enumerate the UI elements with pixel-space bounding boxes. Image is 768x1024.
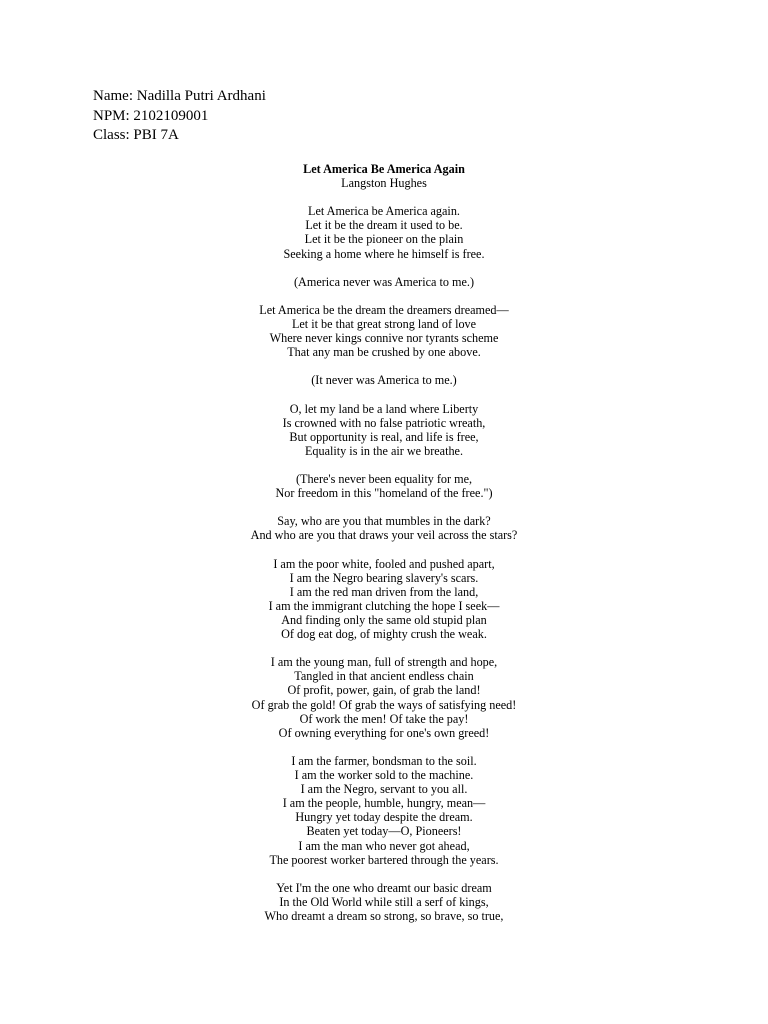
student-npm: NPM: 2102109001	[93, 107, 209, 124]
student-class: Class: PBI 7A	[93, 127, 179, 143]
stanza	[184, 514, 584, 542]
student-info	[93, 87, 266, 146]
stanza-gap	[184, 359, 584, 373]
poem-line: I am the young man, full of strength and hope,	[270, 655, 498, 670]
poem-body	[184, 190, 584, 923]
poem-line: That any man be crushed by one above.	[287, 345, 481, 360]
poem-line: I am the man who never got ahead,	[298, 838, 470, 853]
poem-line: Equality is in the air we breathe.	[304, 443, 464, 458]
stanza-gap	[184, 867, 584, 881]
stanza	[184, 402, 584, 458]
stanza-gap	[184, 543, 584, 557]
poem-line: The poorest worker bartered through the years.	[269, 852, 499, 867]
stanza-gap	[184, 388, 584, 402]
stanza	[184, 275, 584, 289]
poem-line: Let America be the dream the dreamers dreamed—	[259, 302, 509, 317]
poem-line: Of grab the gold! Of grab the ways of satisfying need!	[251, 697, 517, 712]
poem-line: Who dreamt a dream so strong, so brave, so true,	[264, 908, 504, 923]
poem	[184, 162, 584, 923]
poem-line: And who are you that draws your veil across the stars?	[250, 528, 518, 543]
poem-line: Is crowned with no false patriotic wreath,	[282, 415, 486, 430]
poem-line: (It never was America to me.)	[311, 373, 457, 388]
stanza-gap	[184, 261, 584, 275]
stanza	[184, 373, 584, 387]
poem-line: Let it be the pioneer on the plain	[304, 232, 464, 247]
stanza-gap	[184, 190, 584, 204]
poem-line: Nor freedom in this "homeland of the free.")	[275, 486, 493, 501]
poem-title: Let America Be America Again	[303, 162, 465, 176]
poem-line: O, let my land be a land where Liberty	[289, 401, 479, 416]
poem-line: In the Old World while still a serf of kings,	[279, 894, 489, 909]
poem-line: Tangled in that ancient endless chain	[294, 669, 474, 684]
poem-line: (There's never been equality for me,	[295, 472, 473, 487]
poem-line: I am the Negro, servant to you all.	[300, 782, 468, 797]
stanza	[184, 472, 584, 500]
stanza	[184, 204, 584, 260]
stanza-gap	[184, 458, 584, 472]
stanza	[184, 303, 584, 359]
poem-line: I am the red man driven from the land,	[289, 584, 479, 599]
poem-line: I am the immigrant clutching the hope I seek—	[268, 598, 500, 613]
stanza-gap	[184, 740, 584, 754]
poem-line: Of profit, power, gain, of grab the land!	[287, 683, 481, 698]
stanza-gap	[184, 641, 584, 655]
poem-line: I am the poor white, fooled and pushed apart,	[273, 556, 495, 571]
poem-author: Langston Hughes	[341, 176, 427, 191]
poem-line: Beaten yet today—O, Pioneers!	[306, 824, 462, 839]
stanza	[184, 754, 584, 867]
poem-line: Let it be that great strong land of love	[291, 317, 477, 332]
poem-line: Say, who are you that mumbles in the dark?	[277, 514, 491, 529]
poem-line: I am the people, humble, hungry, mean—	[282, 796, 486, 811]
poem-line: I am the Negro bearing slavery's scars.	[289, 570, 479, 585]
poem-line: I am the worker sold to the machine.	[294, 768, 474, 783]
poem-line: Let America be America again.	[308, 204, 460, 219]
poem-line: Seeking a home where he himself is free.	[283, 246, 485, 261]
poem-line: Yet I'm the one who dreamt our basic dream	[276, 880, 492, 895]
stanza-gap	[184, 500, 584, 514]
stanza	[184, 557, 584, 642]
poem-line: (America never was America to me.)	[293, 274, 475, 289]
student-name: Name: Nadilla Putri Ardhani	[93, 88, 266, 104]
stanza	[184, 655, 584, 740]
poem-line: And finding only the same old stupid plan	[281, 613, 487, 627]
poem-line: Of dog eat dog, of mighty crush the weak.	[281, 627, 487, 642]
stanza	[184, 881, 584, 923]
poem-line: Hungry yet today despite the dream.	[295, 810, 473, 825]
poem-line: I am the farmer, bondsman to the soil.	[291, 753, 477, 768]
poem-line: Of work the men! Of take the pay!	[299, 711, 469, 726]
poem-line: Let it be the dream it used to be.	[305, 218, 463, 233]
poem-line: But opportunity is real, and life is free,	[289, 429, 479, 444]
stanza-gap	[184, 289, 584, 303]
poem-line: Where never kings connive nor tyrants scheme	[269, 331, 499, 346]
poem-line: Of owning everything for one's own greed!	[278, 725, 490, 740]
